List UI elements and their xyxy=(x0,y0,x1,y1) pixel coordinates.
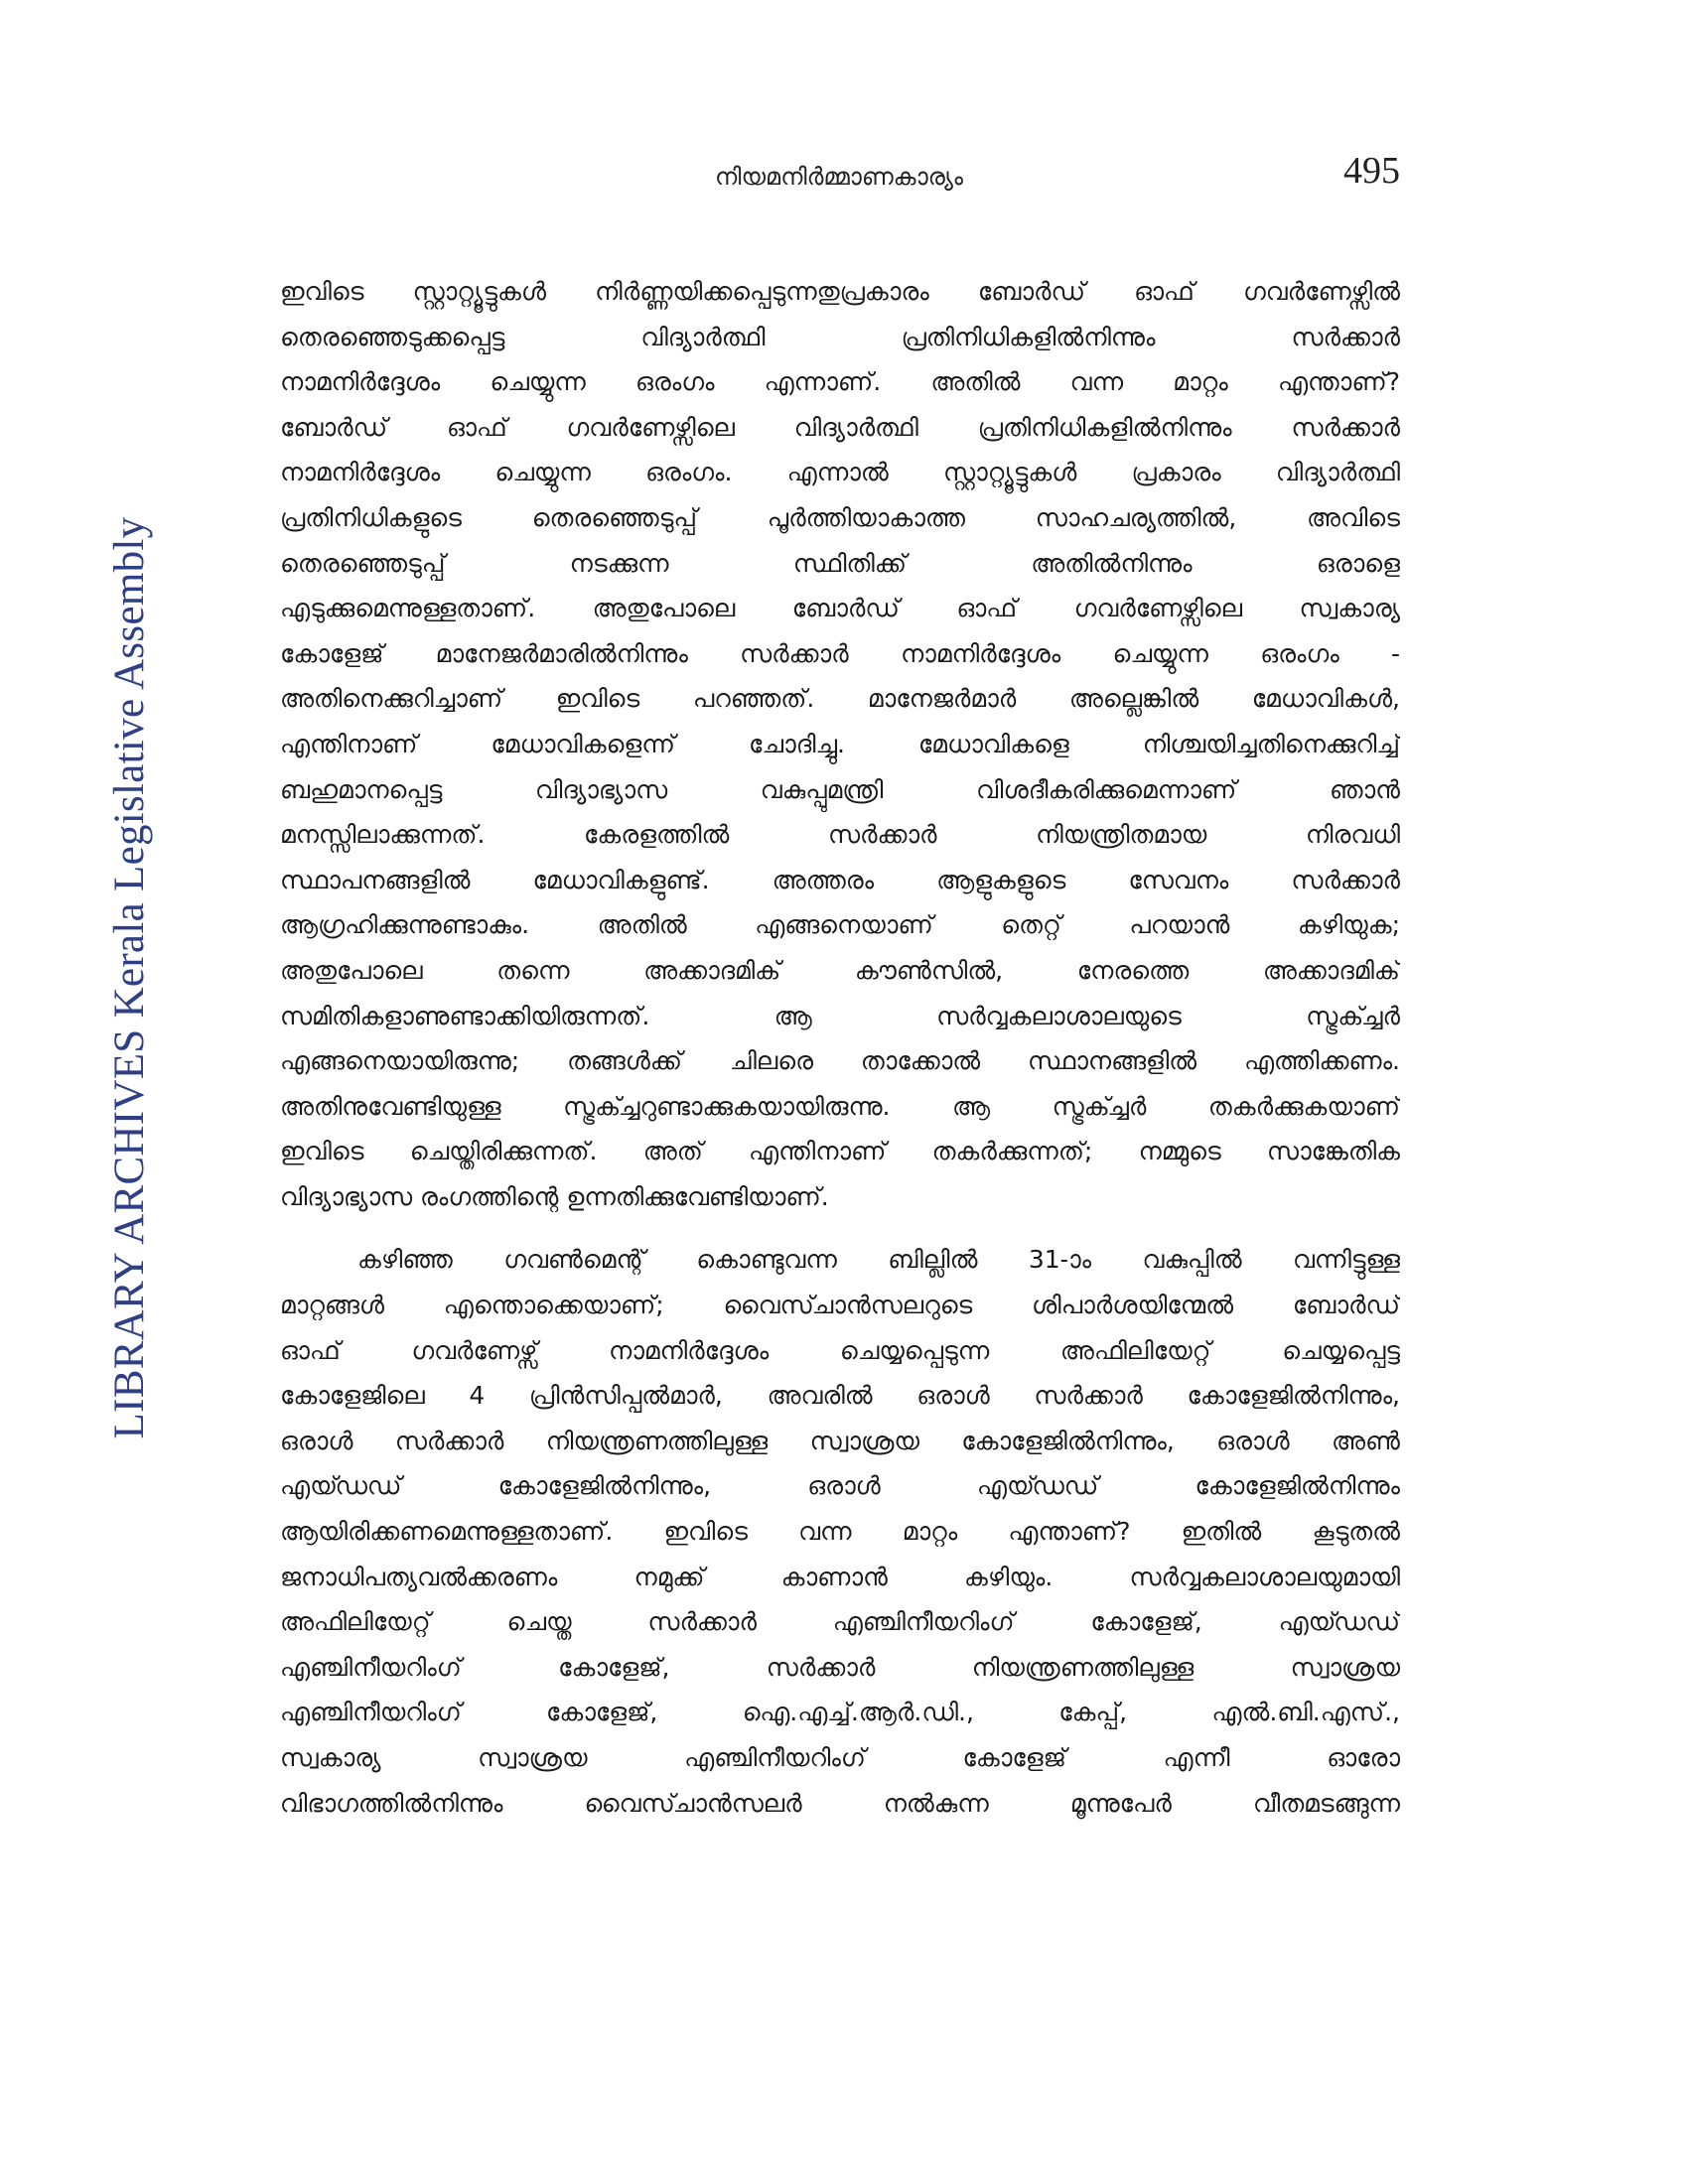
running-title: നിയമനിർമ്മാണകാര്യം xyxy=(715,163,963,191)
page-number: 495 xyxy=(1343,150,1400,192)
text-line: വിദ്യാഭ്യാസ രംഗത്തിന്റെ ഉന്നതിക്കുവേണ്ടിയാണ്. xyxy=(280,1181,829,1211)
text-line: ഇവിടെ സ്റ്റാറ്റ്യൂട്ടുകൾ നിർണ്ണയിക്കപ്പെടുന്നതുപ്രകാരം ബോർഡ് ഓഫ് ഗവർണേഴ്സിൽ xyxy=(280,277,1400,306)
running-header xyxy=(278,150,1400,197)
text-line: അതുപോലെ തന്നെ അക്കാദമിക് കൗൺസിൽ, നേരത്തെ അക്കാദമിക് xyxy=(280,955,1400,985)
text-line: മാറ്റങ്ങൾ എന്തൊക്കെയാണ്; വൈസ്ചാൻസലറുടെ ശിപാർശയിന്മേൽ ബോർഡ് xyxy=(280,1291,1400,1320)
text-line: നാമനിർദ്ദേശം ചെയ്യുന്ന ഒരംഗം. എന്നാൽ സ്റ്റാറ്റ്യൂട്ടുകൾ പ്രകാരം വിദ്യാർത്ഥി xyxy=(280,458,1400,487)
text-line: കഴിഞ്ഞ ഗവൺമെന്റ് കൊണ്ടുവന്ന ബില്ലിൽ 31-ാം വകുപ്പിൽ വന്നിട്ടുള്ള xyxy=(357,1245,1400,1275)
text-line: ആയിരിക്കണമെന്നുള്ളതാണ്. ഇവിടെ വന്ന മാറ്റം എന്താണ്? ഇതിൽ കൂടുതൽ xyxy=(280,1517,1400,1547)
text-line: എഞ്ചിനീയറിംഗ് കോളേജ്, സർക്കാർ നിയന്ത്രണത്തിലുള്ള സ്വാശ്രയ xyxy=(280,1652,1400,1682)
text-line: എയ്ഡഡ് കോളേജിൽനിന്നും, ഒരാൾ എയ്ഡഡ് കോളേജിൽനിന്നും xyxy=(280,1471,1400,1501)
text-line: ബഹുമാനപ്പെട്ട വിദ്യാഭ്യാസ വകുപ്പുമന്ത്രി വിശദീകരിക്കുമെന്നാണ് ഞാൻ xyxy=(280,774,1400,804)
text-line: നാമനിർദ്ദേശം ചെയ്യുന്ന ഒരംഗം എന്നാണ്. അതിൽ വന്ന മാറ്റം എന്താണ്? xyxy=(280,367,1400,397)
text-line: തെരഞ്ഞെടുപ്പ് നടക്കുന്ന സ്ഥിതിക്ക് അതിൽനിന്നും ഒരാളെ xyxy=(280,548,1400,578)
text-line: കോളേജിലെ 4 പ്രിൻസിപ്പൽമാർ, അവരിൽ ഒരാൾ സർക്കാർ കോളേജിൽനിന്നും, xyxy=(280,1381,1400,1411)
text-line: സ്ഥാപനങ്ങളിൽ മേധാവികളുണ്ട്. അത്തരം ആളുകളുടെ സേവനം സർക്കാർ xyxy=(280,865,1400,894)
text-line: ആഗ്രഹിക്കുന്നുണ്ടാകും. അതിൽ എങ്ങനെയാണ് തെറ്റ് പറയാൻ കഴിയുക; xyxy=(280,910,1400,940)
paragraph-1 xyxy=(280,269,1400,1219)
text-line: എങ്ങനെയായിരുന്നു; തങ്ങൾക്ക് ചിലരെ താക്കോൽ സ്ഥാനങ്ങളിൽ എത്തിക്കണം. xyxy=(280,1046,1400,1076)
text-line: അതിനെക്കുറിച്ചാണ് ഇവിടെ പറഞ്ഞത്. മാനേജർമാർ അല്ലെങ്കിൽ മേധാവികൾ, xyxy=(280,684,1400,714)
archive-watermark: LIBRARY ARCHIVES Kerala Legislative Assembly xyxy=(106,516,153,1439)
text-line: എഞ്ചിനീയറിംഗ് കോളേജ്, ഐ.എച്ച്.ആർ.ഡി., കേപ്പ്, എൽ.ബി.എസ്., xyxy=(280,1698,1400,1727)
text-line: വിഭാഗത്തിൽനിന്നും വൈസ്ചാൻസലർ നൽകുന്ന മൂന്നുപേർ വീതമടങ്ങുന്ന xyxy=(280,1788,1400,1818)
text-line: ഓഫ് ഗവർണേഴ്സ് നാമനിർദ്ദേശം ചെയ്യപ്പെടുന്ന അഫിലിയേറ്റ് ചെയ്യപ്പെട്ട xyxy=(280,1335,1400,1365)
text-line: ഒരാൾ സർക്കാർ നിയന്ത്രണത്തിലുള്ള സ്വാശ്രയ കോളേജിൽനിന്നും, ഒരാൾ അൺ xyxy=(280,1426,1400,1455)
text-line: ബോർഡ് ഓഫ് ഗവർണേഴ്സിലെ വിദ്യാർത്ഥി പ്രതിനിധികളിൽനിന്നും സർക്കാർ xyxy=(280,412,1400,442)
text-line: അതിനുവേണ്ടിയുള്ള സ്ട്രക്ച്ചറുണ്ടാക്കുകയായിരുന്നു. ആ സ്ട്രക്ച്ചർ തകർക്കുകയാണ് xyxy=(280,1091,1400,1121)
text-line: അഫിലിയേറ്റ് ചെയ്ത സർക്കാർ എഞ്ചിനീയറിംഗ് കോളേജ്, എയ്ഡഡ് xyxy=(280,1607,1400,1637)
text-line: പ്രതിനിധികളുടെ തെരഞ്ഞെടുപ്പ് പൂർത്തിയാകാത്ത സാഹചര്യത്തിൽ, അവിടെ xyxy=(280,502,1400,532)
text-line: തെരഞ്ഞെടുക്കപ്പെട്ട വിദ്യാർത്ഥി പ്രതിനിധികളിൽനിന്നും സർക്കാർ xyxy=(280,322,1400,351)
text-line: കോളേജ് മാനേജർമാരിൽനിന്നും സർക്കാർ നാമനിർദ്ദേശം ചെയ്യുന്ന ഒരംഗം - xyxy=(280,638,1400,668)
text-line: എടുക്കുമെന്നുള്ളതാണ്. അതുപോലെ ബോർഡ് ഓഫ് ഗവർണേഴ്സിലെ സ്വകാര്യ xyxy=(280,594,1400,623)
text-line: എന്തിനാണ് മേധാവികളെന്ന് ചോദിച്ചു. മേധാവികളെ നിശ്ചയിച്ചതിനെക്കുറിച്ച് xyxy=(280,729,1400,758)
text-line: മനസ്സിലാക്കുന്നത്. കേരളത്തിൽ സർക്കാർ നിയന്ത്രിതമായ നിരവധി xyxy=(280,820,1400,850)
paragraph-2 xyxy=(280,1237,1400,1826)
text-line: സമിതികളാണുണ്ടാക്കിയിരുന്നത്. ആ സർവ്വകലാശാലയുടെ സ്ട്രക്ച്ചർ xyxy=(280,1001,1400,1030)
body-text xyxy=(280,269,1400,1826)
text-line: ഇവിടെ ചെയ്തിരിക്കുന്നത്. അത് എന്തിനാണ് തകർക്കുന്നത്; നമ്മുടെ സാങ്കേതിക xyxy=(280,1137,1400,1166)
text-line: ജനാധിപത്യവൽക്കരണം നമുക്ക് കാണാൻ കഴിയും. സർവ്വകലാശാലയുമായി xyxy=(280,1562,1400,1591)
text-line: സ്വകാര്യ സ്വാശ്രയ എഞ്ചിനീയറിംഗ് കോളേജ് എന്നീ ഓരോ xyxy=(280,1743,1400,1772)
